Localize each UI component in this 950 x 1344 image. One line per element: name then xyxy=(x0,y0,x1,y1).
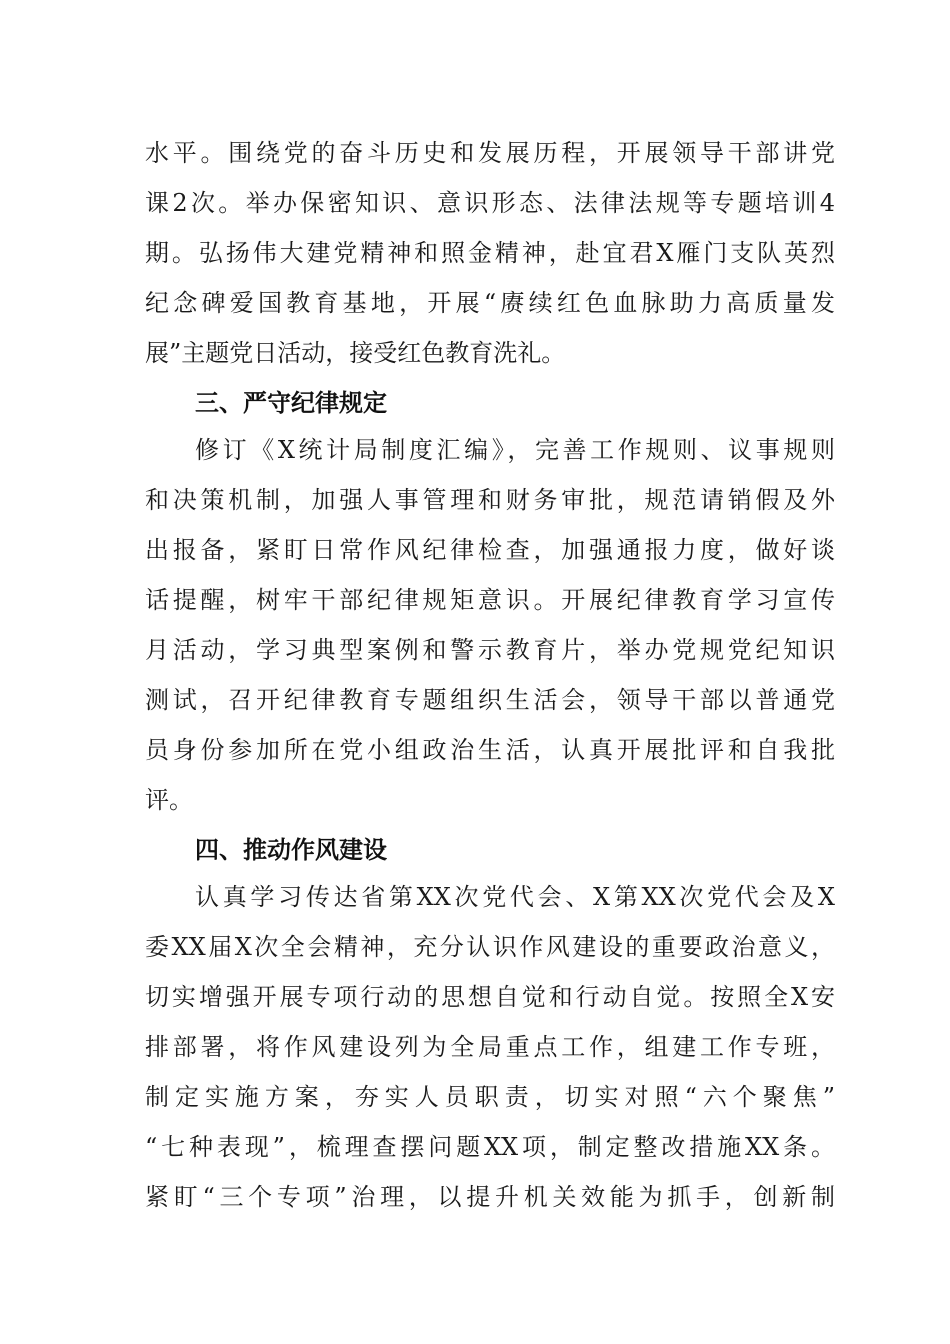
paragraph-line: 出报备，紧盯日常作风纪律检查，加强通报力度，做好谈 xyxy=(145,536,835,564)
paragraph-line: 切实增强开展专项行动的思想自觉和行动自觉。按照全X安 xyxy=(145,983,835,1011)
paragraph-line: 纪念碑爱国教育基地，开展“赓续红色血脉助力高质量发 xyxy=(145,289,835,317)
paragraph-line: 紧盯“三个专项”治理，以提升机关效能为抓手，创新制 xyxy=(145,1183,835,1211)
paragraph-line: 修订《X统计局制度汇编》，完善工作规则、议事规则 xyxy=(195,436,835,464)
paragraph-line: 课2次。举办保密知识、意识形态、法律法规等专题培训4 xyxy=(145,189,835,217)
paragraph-line: 月活动，学习典型案例和警示教育片，举办党规党纪知识 xyxy=(145,636,835,664)
paragraph-line: 和决策机制，加强人事管理和财务审批，规范请销假及外 xyxy=(145,486,835,514)
paragraph-line: 展”主题党日活动，接受红色教育洗礼。 xyxy=(145,339,566,367)
paragraph-line: 制定实施方案，夯实人员职责，切实对照“六个聚焦” xyxy=(145,1083,835,1111)
section-heading: 三、严守纪律规定 xyxy=(195,389,387,417)
paragraph-line: 话提醒，树牢干部纪律规矩意识。开展纪律教育学习宣传 xyxy=(145,586,835,614)
section-heading: 四、推动作风建设 xyxy=(195,836,387,864)
paragraph-line: 测试，召开纪律教育专题组织生活会，领导干部以普通党 xyxy=(145,686,835,714)
paragraph-line: 期。弘扬伟大建党精神和照金精神，赴宜君X雁门支队英烈 xyxy=(145,239,835,267)
paragraph-line: 排部署，将作风建设列为全局重点工作，组建工作专班， xyxy=(145,1033,835,1061)
paragraph-line: 员身份参加所在党小组政治生活，认真开展批评和自我批 xyxy=(145,736,835,764)
paragraph-line: 委XX届X次全会精神，充分认识作风建设的重要政治意义， xyxy=(145,933,835,961)
paragraph-line: 认真学习传达省第XX次党代会、X第XX次党代会及X xyxy=(195,883,835,911)
paragraph-line: 评。 xyxy=(145,786,193,814)
paragraph-line: “七种表现”，梳理查摆问题XX项，制定整改措施XX条。 xyxy=(145,1133,835,1161)
paragraph-line: 水平。围绕党的奋斗历史和发展历程，开展领导干部讲党 xyxy=(145,139,835,167)
